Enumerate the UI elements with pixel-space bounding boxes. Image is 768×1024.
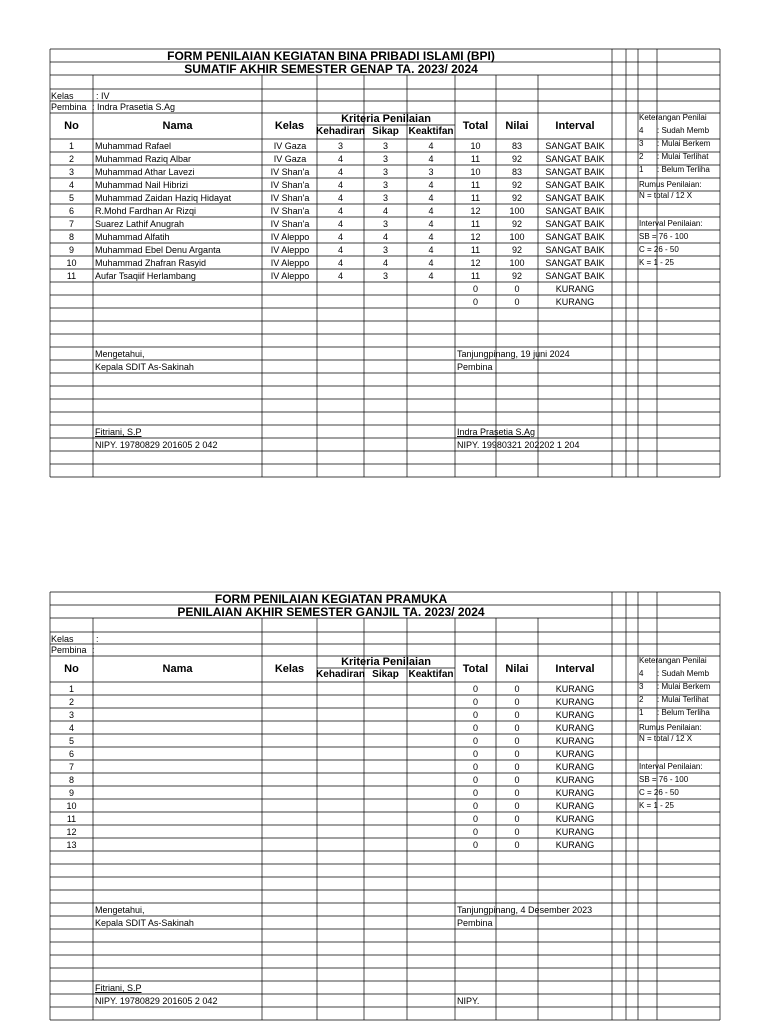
row-total: 0 [472, 827, 478, 837]
row-interval: SANGAT BAIK [545, 154, 605, 164]
header-keaktifan: Keaktifan [408, 669, 454, 680]
row-sikap: 3 [382, 167, 388, 177]
row-total: 0 [472, 814, 478, 824]
row-nama: Muhammad Zhafran Rasyid [95, 258, 207, 268]
row-nama: Muhammad Alfatih [95, 232, 170, 242]
row-keaktifan: 4 [428, 206, 434, 216]
note-interval-title: Interval Penilaian: [639, 762, 703, 771]
row-keaktifan: 4 [428, 180, 434, 190]
header-kriteria: Kriteria Penilaian [341, 656, 431, 668]
row-interval: SANGAT BAIK [545, 167, 605, 177]
sign-pembina-title: Pembina [457, 362, 493, 372]
row-no: 6 [68, 749, 74, 759]
note-desc: : Mulai Berkem [657, 682, 711, 691]
note-interval-sb: SB = 76 - 100 [639, 775, 689, 784]
row-nilai: 0 [514, 788, 520, 798]
row-total: 0 [472, 749, 478, 759]
row-nilai: 100 [509, 232, 525, 242]
row-nilai: 0 [514, 710, 520, 720]
sign-kepala-title: Kepala SDIT As-Sakinah [95, 362, 194, 372]
row-interval: SANGAT BAIK [545, 141, 605, 151]
header-nilai: Nilai [505, 663, 529, 675]
sign-kepala-name: Fitriani, S.P [95, 983, 142, 993]
sign-kepala-title: Kepala SDIT As-Sakinah [95, 918, 194, 928]
note-score: 1 [639, 165, 644, 174]
bpi-assessment-form [0, 0, 768, 490]
row-total: 0 [472, 710, 478, 720]
row-kehadiran: 3 [337, 141, 343, 151]
row-kehadiran: 4 [337, 180, 343, 190]
note-score: 4 [639, 126, 644, 135]
row-total: 0 [472, 788, 478, 798]
row-interval: KURANG [555, 814, 595, 824]
row-kehadiran: 4 [337, 154, 343, 164]
row-total: 11 [470, 271, 481, 281]
row-kehadiran: 4 [337, 193, 343, 203]
row-kelas: IV Shan'a [270, 167, 310, 177]
row-nilai: 92 [511, 154, 522, 164]
row-nilai: 0 [514, 801, 520, 811]
row-kelas: IV Gaza [273, 141, 307, 151]
row-total: 0 [472, 762, 478, 772]
row-total: 11 [470, 180, 481, 190]
row-no: 1 [68, 141, 74, 151]
sign-kepala-nipy: NIPY. 19780829 201605 2 042 [95, 996, 218, 1006]
form-subtitle: SUMATIF AKHIR SEMESTER GENAP TA. 2023/ 2024 [184, 62, 478, 76]
row-kelas: IV Aleppo [270, 258, 310, 268]
note-rumus: N = total / 12 X [639, 734, 693, 743]
row-nilai: 0 [514, 697, 520, 707]
row-no: 5 [68, 736, 74, 746]
kelas-value: : [96, 634, 99, 644]
note-keterangan: Keterangan Penilai [639, 113, 707, 122]
row-total: 11 [470, 219, 481, 229]
row-nilai: 83 [511, 141, 522, 151]
sign-place-date: Tanjungpinang, 19 juni 2024 [457, 349, 570, 359]
row-nilai: 92 [511, 271, 522, 281]
row-interval: SANGAT BAIK [545, 245, 605, 255]
form-title: FORM PENILAIAN KEGIATAN PRAMUKA [214, 592, 448, 606]
row-no: 8 [68, 775, 74, 785]
row-kehadiran: 4 [337, 167, 343, 177]
row-no: 4 [68, 180, 74, 190]
row-total: 12 [470, 258, 481, 268]
note-desc: : Sudah Memb [657, 669, 710, 678]
row-kelas: IV Aleppo [270, 271, 310, 281]
row-no: 3 [68, 167, 74, 177]
header-kriteria: Kriteria Penilaian [341, 113, 431, 125]
header-kehadiran: Kehadiran [316, 669, 365, 680]
row-total: 11 [470, 193, 481, 203]
row-interval: KURANG [555, 775, 595, 785]
row-interval: KURANG [555, 736, 595, 746]
sign-mengetahui: Mengetahui, [95, 905, 145, 915]
note-rumus-title: Rumus Penilaian: [639, 180, 702, 189]
row-nilai: 0 [514, 775, 520, 785]
row-nilai: 0 [514, 840, 520, 850]
note-desc: : Belum Terliha [657, 708, 710, 717]
row-nilai: 0 [514, 723, 520, 733]
row-nilai: 83 [511, 167, 522, 177]
row-nilai: 92 [511, 193, 522, 203]
row-no: 3 [68, 710, 74, 720]
row-no: 9 [68, 788, 74, 798]
row-no: 4 [68, 723, 74, 733]
row-kelas: IV Aleppo [270, 232, 310, 242]
row-sikap: 4 [382, 258, 388, 268]
row-kelas: IV Aleppo [270, 245, 310, 255]
row-kelas: IV Shan'a [270, 193, 310, 203]
row-nilai: 0 [514, 814, 520, 824]
pembina-label: Pembina [51, 645, 87, 655]
sign-pembina-nipy: NIPY. [457, 996, 480, 1006]
row-nilai: 92 [511, 245, 522, 255]
row-keaktifan: 4 [428, 154, 434, 164]
pembina-value: : [92, 645, 95, 655]
row-nama: Muhammad Zaidan Haziq Hidayat [95, 193, 232, 203]
row-total: 12 [470, 232, 481, 242]
note-interval-c: C = 26 - 50 [639, 245, 679, 254]
row-no: 10 [66, 258, 77, 268]
row-no: 2 [68, 154, 74, 164]
row-no: 7 [68, 219, 74, 229]
row-nama: Muhammad Athar Lavezi [95, 167, 195, 177]
note-desc: : Mulai Berkem [657, 139, 711, 148]
row-keaktifan: 3 [428, 167, 434, 177]
header-kelas: Kelas [274, 663, 305, 675]
note-desc: : Belum Terliha [657, 165, 710, 174]
row-total: 10 [470, 167, 481, 177]
note-interval-c: C = 26 - 50 [639, 788, 679, 797]
row-kehadiran: 4 [337, 232, 343, 242]
row-total: 11 [470, 245, 481, 255]
header-kelas: Kelas [274, 120, 305, 132]
row-keaktifan: 4 [428, 258, 434, 268]
row-sikap: 3 [382, 271, 388, 281]
row-sikap: 3 [382, 154, 388, 164]
row-nilai: 0 [514, 684, 520, 694]
row-nilai: 0 [514, 827, 520, 837]
note-score: 1 [639, 708, 644, 717]
row-interval: SANGAT BAIK [545, 193, 605, 203]
row-kehadiran: 4 [337, 271, 343, 281]
row-kehadiran: 4 [337, 206, 343, 216]
row-no: 9 [68, 245, 74, 255]
row-sikap: 4 [382, 232, 388, 242]
row-interval: KURANG [555, 762, 595, 772]
row-no: 1 [68, 684, 74, 694]
kelas-label: Kelas [51, 91, 74, 101]
sign-kepala-name: Fitriani, S.P [95, 427, 142, 437]
row-nama: Muhammad Nail Hibrizi [95, 180, 189, 190]
header-nama: Nama [162, 663, 193, 675]
row-interval: KURANG [555, 723, 595, 733]
row-no: 11 [66, 814, 77, 824]
row-kelas: IV Shan'a [270, 219, 310, 229]
header-total: Total [462, 120, 489, 132]
row-interval: KURANG [555, 749, 595, 759]
row-sikap: 3 [382, 141, 388, 151]
row-kehadiran: 4 [337, 258, 343, 268]
kelas-value: : IV [96, 91, 110, 101]
row-nilai: 0 [514, 762, 520, 772]
header-interval: Interval [555, 663, 595, 675]
row-no: 5 [68, 193, 74, 203]
row-interval: KURANG [555, 684, 595, 694]
row-no: 7 [68, 762, 74, 772]
sign-place-date: Tanjungpinang, 4 Desember 2023 [457, 905, 593, 915]
row-sikap: 3 [382, 219, 388, 229]
pramuka-assessment-form [0, 543, 768, 1024]
row-nama: Suarez Lathif Anugrah [95, 219, 185, 229]
form-subtitle: PENILAIAN AKHIR SEMESTER GANJIL TA. 2023/ 2024 [177, 605, 485, 619]
row-sikap: 4 [382, 206, 388, 216]
row-total: 0 [472, 775, 478, 785]
header-nilai: Nilai [505, 120, 529, 132]
row-nama: Muhammad Ebel Denu Arganta [95, 245, 221, 255]
row-no: 8 [68, 232, 74, 242]
row-nilai: 0 [514, 749, 520, 759]
row-no: 2 [68, 697, 74, 707]
sign-mengetahui: Mengetahui, [95, 349, 145, 359]
row-nilai: 92 [511, 180, 522, 190]
row-nama: Muhammad Raziq Albar [95, 154, 192, 164]
row-keaktifan: 4 [428, 219, 434, 229]
row-sikap: 3 [382, 193, 388, 203]
pembina-value: : Indra Prasetia S.Ag [92, 102, 176, 112]
row-no: 11 [66, 271, 77, 281]
note-desc: : Sudah Memb [657, 126, 710, 135]
note-score: 3 [639, 139, 644, 148]
row-kehadiran: 4 [337, 219, 343, 229]
row-keaktifan: 4 [428, 271, 434, 281]
row-interval: KURANG [555, 284, 595, 294]
row-keaktifan: 4 [428, 141, 434, 151]
header-no: No [64, 120, 79, 132]
header-total: Total [462, 663, 489, 675]
row-kelas: IV Gaza [273, 154, 307, 164]
note-score: 2 [639, 695, 644, 704]
note-score: 3 [639, 682, 644, 691]
row-total: 0 [472, 697, 478, 707]
header-kehadiran: Kehadiran [316, 126, 365, 137]
note-score: 2 [639, 152, 644, 161]
header-interval: Interval [555, 120, 595, 132]
row-no: 6 [68, 206, 74, 216]
row-interval: SANGAT BAIK [545, 232, 605, 242]
row-interval: SANGAT BAIK [545, 206, 605, 216]
form-title: FORM PENILAIAN KEGIATAN BINA PRIBADI ISLAMI (BPI) [167, 49, 495, 63]
row-no: 10 [66, 801, 77, 811]
row-total: 0 [472, 736, 478, 746]
row-total: 10 [470, 141, 481, 151]
sign-pembina-title: Pembina [457, 918, 493, 928]
row-interval: SANGAT BAIK [545, 271, 605, 281]
note-keterangan: Keterangan Penilai [639, 656, 707, 665]
row-interval: KURANG [555, 788, 595, 798]
row-nilai: 0 [514, 284, 520, 294]
row-total: 0 [472, 723, 478, 733]
row-interval: SANGAT BAIK [545, 180, 605, 190]
row-keaktifan: 4 [428, 245, 434, 255]
sign-pembina-name: Indra Prasetia S.Ag [457, 427, 536, 437]
note-desc: : Mulai Terlihat [657, 152, 709, 161]
header-sikap: Sikap [372, 126, 399, 137]
header-keaktifan: Keaktifan [408, 126, 454, 137]
row-nama: Aufar Tsaqiif Herlambang [95, 271, 196, 281]
header-nama: Nama [162, 120, 193, 132]
row-interval: KURANG [555, 297, 595, 307]
row-total: 0 [472, 840, 478, 850]
note-rumus: N = total / 12 X [639, 191, 693, 200]
note-interval-k: K = 1 - 25 [639, 801, 674, 810]
row-total: 0 [472, 297, 478, 307]
header-no: No [64, 663, 79, 675]
row-nilai: 100 [509, 258, 525, 268]
note-interval-title: Interval Penilaian: [639, 219, 703, 228]
row-nilai: 100 [509, 206, 525, 216]
row-sikap: 3 [382, 245, 388, 255]
row-nama: R.Mohd Fardhan Ar Rizqi [95, 206, 197, 216]
note-score: 4 [639, 669, 644, 678]
row-total: 12 [470, 206, 481, 216]
row-sikap: 3 [382, 180, 388, 190]
row-keaktifan: 4 [428, 232, 434, 242]
row-kehadiran: 4 [337, 245, 343, 255]
row-interval: KURANG [555, 710, 595, 720]
row-total: 0 [472, 684, 478, 694]
row-interval: KURANG [555, 697, 595, 707]
header-sikap: Sikap [372, 669, 399, 680]
row-no: 12 [66, 827, 77, 837]
note-interval-k: K = 1 - 25 [639, 258, 674, 267]
row-nilai: 92 [511, 219, 522, 229]
note-desc: : Mulai Terlihat [657, 695, 709, 704]
row-total: 11 [470, 154, 481, 164]
note-rumus-title: Rumus Penilaian: [639, 723, 702, 732]
row-nilai: 0 [514, 297, 520, 307]
note-interval-sb: SB = 76 - 100 [639, 232, 689, 241]
row-kelas: IV Shan'a [270, 206, 310, 216]
row-interval: SANGAT BAIK [545, 219, 605, 229]
row-nama: Muhammad Rafael [95, 141, 172, 151]
row-interval: KURANG [555, 827, 595, 837]
row-keaktifan: 4 [428, 193, 434, 203]
pembina-label: Pembina [51, 102, 87, 112]
row-total: 0 [472, 801, 478, 811]
sign-kepala-nipy: NIPY. 19780829 201605 2 042 [95, 440, 218, 450]
row-interval: SANGAT BAIK [545, 258, 605, 268]
row-interval: KURANG [555, 801, 595, 811]
row-interval: KURANG [555, 840, 595, 850]
row-total: 0 [472, 284, 478, 294]
row-no: 13 [66, 840, 77, 850]
sign-pembina-nipy: NIPY. 19980321 202202 1 204 [457, 440, 580, 450]
row-nilai: 0 [514, 736, 520, 746]
row-kelas: IV Shan'a [270, 180, 310, 190]
kelas-label: Kelas [51, 634, 74, 644]
